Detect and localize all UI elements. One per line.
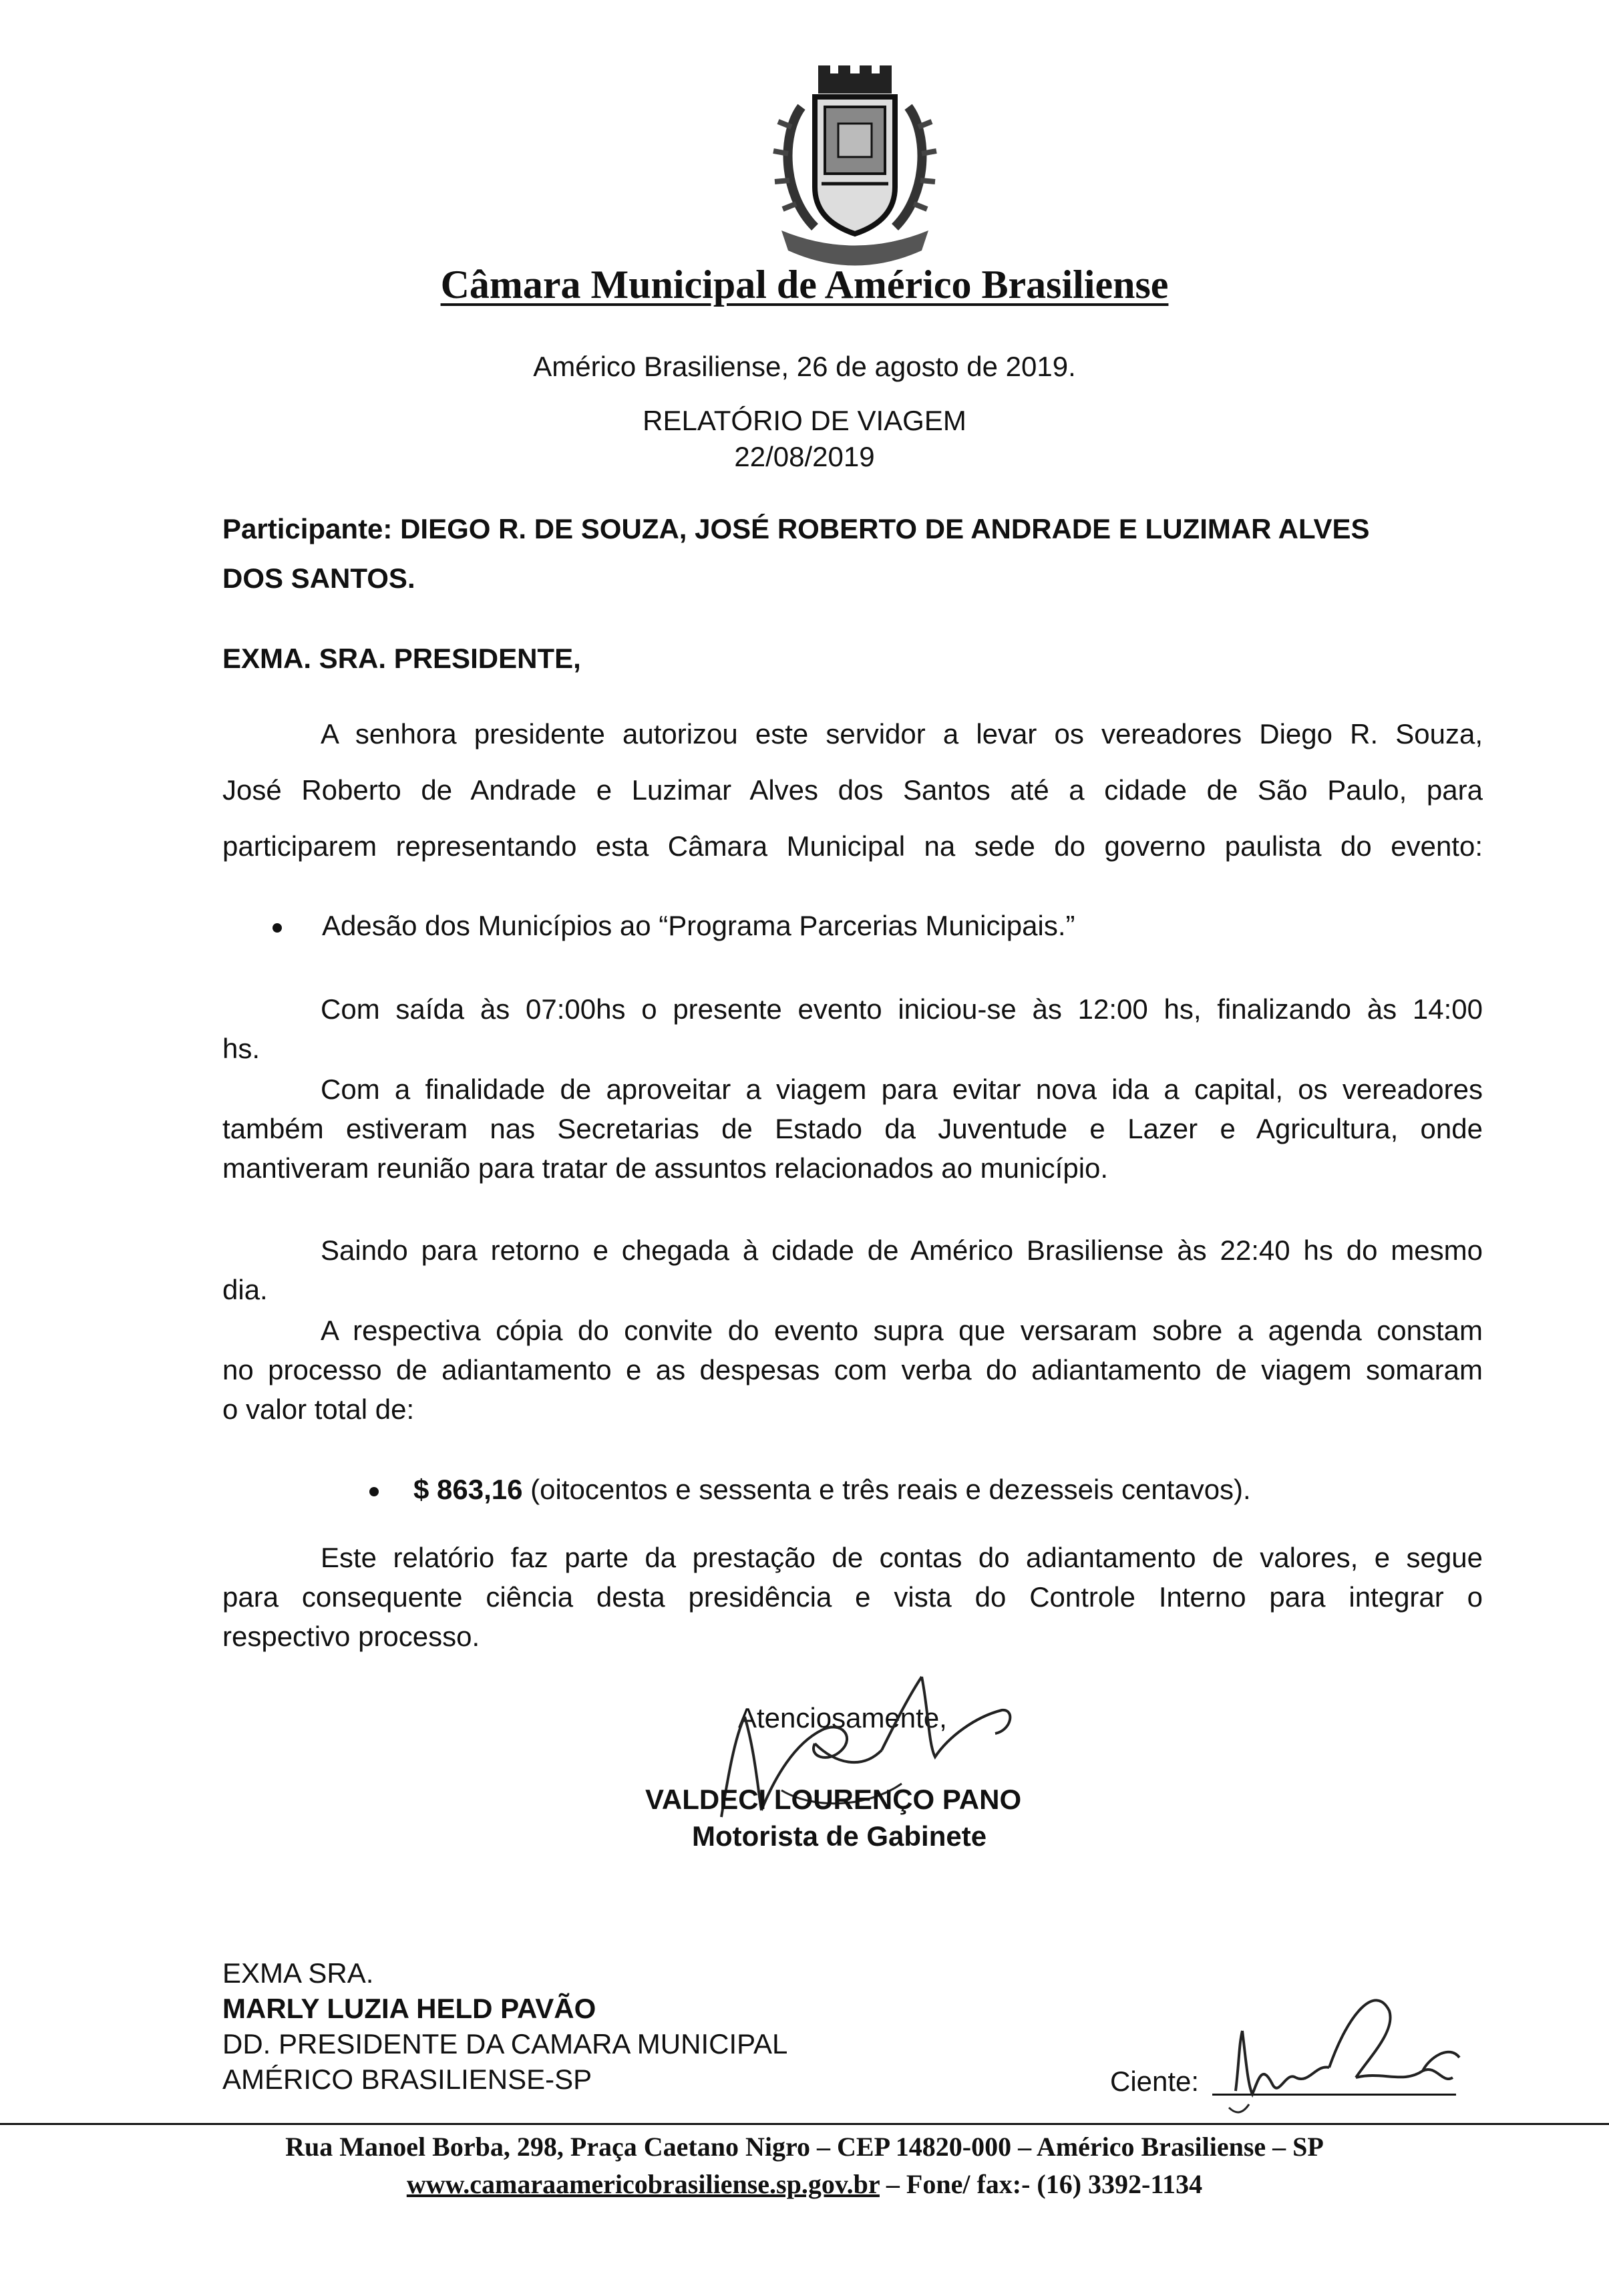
paragraph-1-line-3: participarem representando esta Câmara Municipal na sede do governo paulista do evento: — [222, 830, 1483, 862]
paragraph-5-line-2: no processo de adiantamento e as despesas com verba do adiantamento de viagem somaram — [222, 1354, 1483, 1385]
document-date: 22/08/2019 — [734, 441, 875, 472]
website-link[interactable]: www.camaraamericobrasiliense.sp.gov.br — [406, 2169, 880, 2199]
paragraph-6-line-2: para consequente ciência desta presidência e vista do Controle Interno para integrar o — [222, 1581, 1483, 1613]
paragraph-6-line-3: respectivo processo. — [222, 1621, 480, 1652]
addressee-line-1: EXMA SRA. — [222, 1957, 374, 1989]
page-title: Câmara Municipal de Américo Brasiliense — [440, 263, 1169, 307]
paragraph-4-line-2: dia. — [222, 1274, 268, 1305]
paragraph-1-line-1: A senhora presidente autorizou este servidor a levar os vereadores Diego R. Souza, — [321, 718, 1483, 750]
date-line: Américo Brasiliense, 26 de agosto de 2019. — [533, 351, 1076, 382]
amount-value: $ 863,16 — [413, 1474, 523, 1505]
participants-line-2: DOS SANTOS. — [222, 562, 415, 594]
amount-item — [369, 1474, 1251, 1506]
footer-address: Rua Manoel Borba, 298, Praça Caetano Nigro – CEP 14820-000 – Américo Brasiliense – SP — [285, 2132, 1324, 2162]
participants-line-1: Participante: DIEGO R. DE SOUZA, JOSÉ ROBERTO DE ANDRADE E LUZIMAR ALVES — [222, 513, 1370, 544]
paragraph-3-line-2: também estiveram nas Secretarias de Estado da Juventude e Lazer e Agricultura, onde — [222, 1113, 1483, 1144]
paragraph-1-line-2: José Roberto de Andrade e Luzimar Alves dos Santos até a cidade de São Paulo, para — [222, 774, 1483, 806]
ciente-label: Ciente: — [1110, 2066, 1200, 2097]
coat-of-arms-icon — [755, 60, 955, 274]
bullet-icon — [369, 1487, 379, 1496]
paragraph-2-line-2: hs. — [222, 1033, 260, 1064]
addressee-line-4: AMÉRICO BRASILIENSE-SP — [222, 2064, 592, 2095]
signer-role: Motorista de Gabinete — [692, 1820, 987, 1852]
footer-phone: – Fone/ fax:- (16) 3392-1134 — [879, 2169, 1203, 2199]
footer-divider — [0, 2123, 1609, 2125]
salutation: EXMA. SRA. PRESIDENTE, — [222, 643, 581, 674]
paragraph-3-line-1: Com a finalidade de aproveitar a viagem para evitar nova ida a capital, os vereadores — [321, 1074, 1483, 1105]
paragraph-2-line-1: Com saída às 07:00hs o presente evento iniciou-se às 12:00 hs, finalizando às 14:00 — [321, 993, 1483, 1025]
closing: Atenciosamente, — [738, 1702, 947, 1734]
list-item: Adesão dos Municípios ao “Programa Parcerias Municipais.” — [273, 910, 1075, 942]
amount-text: (oitocentos e sessenta e três reais e dezesseis centavos). — [522, 1474, 1251, 1505]
paragraph-6-line-1: Este relatório faz parte da prestação de contas do adiantamento de valores, e segue — [321, 1542, 1483, 1573]
addressee-name: MARLY LUZIA HELD PAVÃO — [222, 1993, 596, 2024]
paragraph-5-line-1: A respectiva cópia do convite do evento supra que versaram sobre a agenda constam — [321, 1315, 1483, 1346]
paragraph-3-line-3: mantiveram reunião para tratar de assuntos relacionados ao município. — [222, 1152, 1109, 1184]
bullet-icon — [273, 923, 282, 933]
addressee-line-3: DD. PRESIDENTE DA CAMARA MUNICIPAL — [222, 2028, 788, 2060]
signer-name: VALDECI LOURENÇO PANO — [645, 1784, 1022, 1815]
document-type: RELATÓRIO DE VIAGEM — [643, 405, 966, 436]
paragraph-4-line-1: Saindo para retorno e chegada à cidade de Américo Brasiliense às 22:40 hs do mesmo — [321, 1235, 1483, 1266]
footer-contact — [0, 2168, 1609, 2200]
paragraph-5-line-3: o valor total de: — [222, 1393, 415, 1425]
ciente-signature-icon — [1222, 1984, 1469, 2118]
